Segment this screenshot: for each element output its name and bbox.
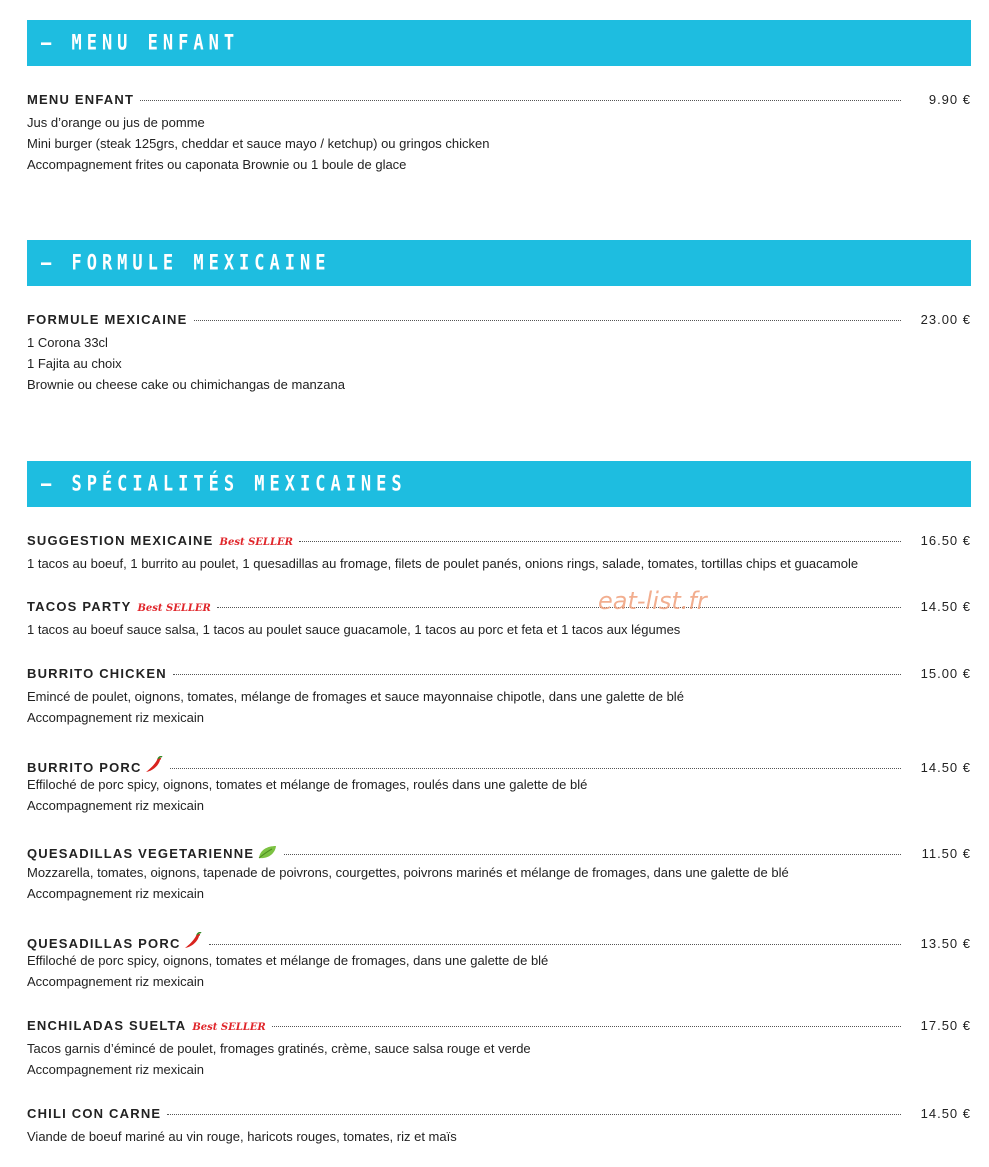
item-header xyxy=(27,312,971,332)
menu-section xyxy=(27,20,971,172)
item-price: 15.00 € xyxy=(920,666,971,681)
menu-item xyxy=(27,754,971,816)
item-description: Mozzarella, tomates, oignons, tapenade de poivrons, courgettes, poivrons marinés et mélange de fromages, dans une galette de blé xyxy=(27,865,789,880)
item-price: 9.90 € xyxy=(928,92,971,107)
item-header xyxy=(27,930,971,950)
menu-item xyxy=(27,533,971,574)
item-price: 14.50 € xyxy=(920,1106,971,1121)
item-name: CHILI CON CARNE xyxy=(27,1106,162,1121)
dotted-leader xyxy=(173,673,901,675)
item-description: Accompagnement riz mexicain xyxy=(27,1062,205,1077)
item-description: Effiloché de porc spicy, oignons, tomates et mélange de fromages, roulés dans une galette de blé xyxy=(27,777,588,792)
item-description: Accompagnement frites ou caponata Brownie ou 1 boule de glace xyxy=(27,157,407,172)
item-name: QUESADILLAS PORC xyxy=(27,936,181,951)
item-name: SUGGESTION MEXICAINE xyxy=(27,533,214,548)
chili-pepper-icon xyxy=(144,756,164,779)
item-name: ENCHILADAS SUELTA xyxy=(27,1018,187,1033)
section-banner xyxy=(27,461,971,507)
dotted-leader xyxy=(194,319,901,321)
item-header xyxy=(27,92,971,112)
section-title: — FORMULE MEXICAINE xyxy=(41,250,331,276)
item-description: Emincé de poulet, oignons, tomates, mélange de fromages et sauce mayonnaise chipotle, dans une galette de blé xyxy=(27,689,684,704)
item-name: FORMULE MEXICAINE xyxy=(27,312,188,327)
item-header xyxy=(27,842,971,862)
item-description: 1 Corona 33cl xyxy=(27,335,108,350)
section-title: — MENU ENFANT xyxy=(41,30,240,56)
item-price: 17.50 € xyxy=(920,1018,971,1033)
chili-pepper-icon xyxy=(183,932,203,955)
menu-item xyxy=(27,92,971,175)
best-seller-badge: Best SELLER xyxy=(137,603,211,614)
menu-item xyxy=(27,1018,971,1080)
item-description: Brownie ou cheese cake ou chimichangas de manzana xyxy=(27,377,345,392)
item-name: BURRITO PORC xyxy=(27,760,142,775)
menu-item xyxy=(27,1106,971,1147)
item-description: Effiloché de porc spicy, oignons, tomates et mélange de fromages, dans une galette de blé xyxy=(27,953,549,968)
item-header xyxy=(27,666,971,686)
item-name: BURRITO CHICKEN xyxy=(27,666,167,681)
item-price: 13.50 € xyxy=(920,936,971,951)
menu-item xyxy=(27,599,971,640)
item-description: Mini burger (steak 125grs, cheddar et sauce mayo / ketchup) ou gringos chicken xyxy=(27,136,490,151)
dotted-leader xyxy=(140,99,901,101)
item-header xyxy=(27,1106,971,1126)
best-seller-badge: Best SELLER xyxy=(192,1022,266,1033)
dotted-leader xyxy=(167,1113,901,1115)
item-header xyxy=(27,533,971,553)
item-description: Jus d’orange ou jus de pomme xyxy=(27,115,205,130)
item-price: 11.50 € xyxy=(921,846,971,861)
best-seller-badge: Best SELLER xyxy=(219,537,293,548)
item-price: 16.50 € xyxy=(920,533,971,548)
menu-section xyxy=(27,240,971,392)
item-description: Tacos garnis d’émincé de poulet, fromages gratinés, crème, sauce salsa rouge et verde xyxy=(27,1041,531,1056)
item-name: QUESADILLAS VEGETARIENNE xyxy=(27,846,255,861)
item-header xyxy=(27,754,971,774)
item-price: 14.50 € xyxy=(920,760,971,775)
menu-item xyxy=(27,842,971,904)
dotted-leader xyxy=(299,540,901,542)
item-description: Accompagnement riz mexicain xyxy=(27,886,205,901)
leaf-icon xyxy=(256,844,278,865)
dotted-leader xyxy=(209,943,901,945)
item-price: 23.00 € xyxy=(920,312,971,327)
section-banner xyxy=(27,20,971,66)
dotted-leader xyxy=(170,767,901,769)
dotted-leader xyxy=(217,606,901,608)
item-description: 1 tacos au boeuf, 1 burrito au poulet, 1 quesadillas au fromage, filets de poulet panés, onions rings, salade, tomates, tortillas chips et guacamole xyxy=(27,556,859,571)
item-description: Viande de boeuf mariné au vin rouge, haricots rouges, tomates, riz et maïs xyxy=(27,1129,457,1144)
item-name: TACOS PARTY xyxy=(27,599,132,614)
item-header xyxy=(27,599,971,619)
dotted-leader xyxy=(284,853,901,855)
dotted-leader xyxy=(272,1025,901,1027)
menu-item xyxy=(27,930,971,992)
watermark: eat-list.fr xyxy=(598,587,707,615)
section-title: — SPÉCIALITÉS MEXICAINES xyxy=(41,471,407,497)
item-header xyxy=(27,1018,971,1038)
item-name: MENU ENFANT xyxy=(27,92,135,107)
item-description: Accompagnement riz mexicain xyxy=(27,710,205,725)
item-description: Accompagnement riz mexicain xyxy=(27,798,205,813)
menu-item xyxy=(27,312,971,395)
section-banner xyxy=(27,240,971,286)
item-description: 1 Fajita au choix xyxy=(27,356,122,371)
item-description: 1 tacos au boeuf sauce salsa, 1 tacos au poulet sauce guacamole, 1 tacos au porc et feta et 1 tacos aux légumes xyxy=(27,622,681,637)
item-description: Accompagnement riz mexicain xyxy=(27,974,205,989)
item-price: 14.50 € xyxy=(920,599,971,614)
menu-item xyxy=(27,666,971,728)
